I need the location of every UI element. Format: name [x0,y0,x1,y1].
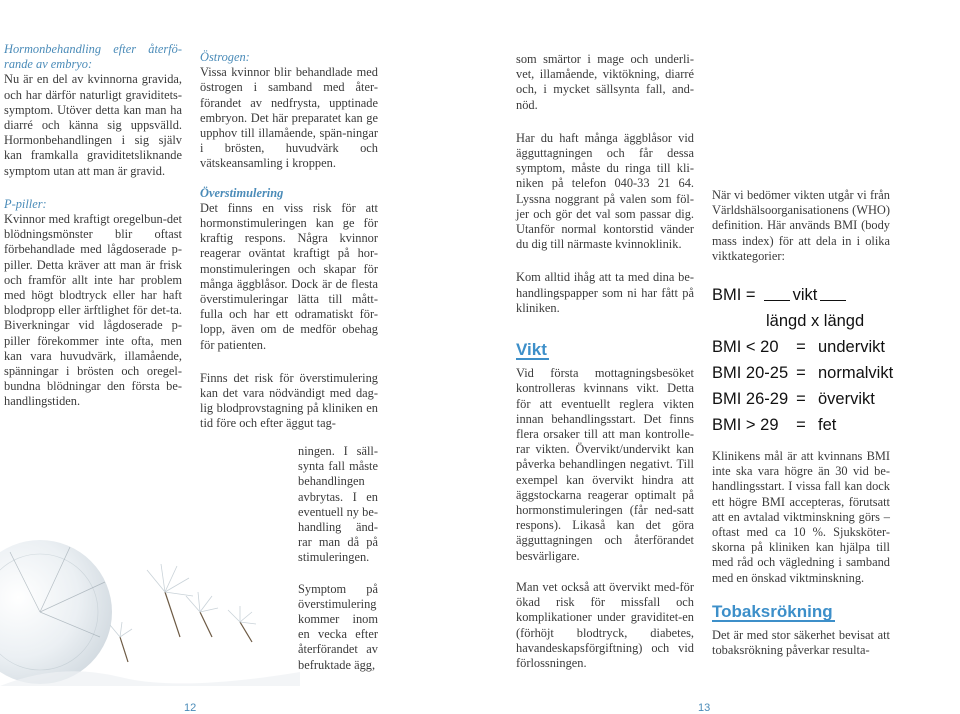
left-column-2-narrow [298,444,378,685]
paragraph-vikt: Vid första mottagningsbesöket kontrolleras kvinnans vikt. Detta för att eventuellt reglera vikten innan behandlingsstart. Det finns flera orsaker till att man kontrolle-rar vikten. Övervikt/undervikt kan påverka behandlingen negativt. Till exempel kan övervikt hindra att äggstockarna reagerar optimalt på hormonstimuleringen (får ned-satt respons). Likaså kan det göra ägguttagningen och återförandet besvärligare. [516,366,694,563]
bmi-category-label: undervikt [818,337,885,356]
bmi-range: BMI < 20 [712,337,779,356]
right-page [480,0,960,714]
bmi-formula [712,282,942,438]
paragraph-symptom-cont: som smärtor i mage och underli-vet, illamående, viktökning, diarré och, i mycket sällsynta fall, and-nöd. [516,52,694,112]
bmi-category-row [712,360,942,386]
heading-vikt: Vikt [516,340,547,360]
paragraph-aggblasor: Har du haft många äggblåsor vid ägguttagningen och får dessa symptom, måste du ringa till kli-niken på telefon 040-33 21 64. Lyssna noggrant på valen som föl-jer och gör det val som passar dig. Utanför normal kontorstid vänder du dig till närmaste kvinnoklinik. [516,130,694,252]
bmi-range: BMI 20-25 [712,363,789,382]
bmi-formula-denominator: längd x längd [766,311,865,330]
bmi-category-label: normalvikt [818,363,894,382]
paragraph-who-definition: När vi bedömer vikten utgår vi från Världshälsoorganisationens (WHO) definition. Här används BMI (body mass index) för att dela in i olika viktkategorier: [712,188,890,263]
bmi-equals: = [796,337,806,356]
heading-ostrogen: Östrogen: [200,50,250,64]
bmi-equals: = [796,389,806,408]
left-column-1 [4,42,182,422]
paragraph-behandlingspapper: Kom alltid ihåg att ta med dina be-handlingspapper som ni har fått på kliniken. [516,270,694,315]
right-column-2 [712,188,890,276]
paragraph-klinikens-mal: Klinikens mål är att kvinnans BMI inte ska vara högre än 30 vid be-handlingsstart. I vissa fall kan dock ett högre BMI accepteras, förutsatt att en avtalad viktminskning görs – oftast med ca 10 %. Sjuksköter-skorna på kliniken kan hjälpa till med råd och vägledning i samband med en önskad viktminskning. [712,449,890,585]
bmi-formula-lhs: BMI = [712,285,756,304]
heading-p-piller: P-piller: [4,196,47,211]
page-number-left: 12 [184,702,197,714]
heading-tobaksrokning: Tobaksrökning [712,601,833,621]
right-column-2-lower [712,449,890,670]
paragraph-tobaksrokning: Det är med stor säkerhet bevisat att tobaksrökning påverkar resulta- [712,628,890,658]
bmi-equals: = [796,363,806,382]
paragraph-risk-narrow: ningen. I säll-synta fall måste behandlingen avbrytas. I en eventuell ny be-handling änd-rar man då på stimuleringen. [298,444,378,565]
bmi-category-label: övervikt [818,389,875,408]
left-column-2 [200,50,378,432]
paragraph-overstimulering: Det finns en viss risk för att hormonstimuleringen kan ge för kraftig respons. Några kvinnor reagerar oväntat kraftigt på hor-monstimuleringen och skapar för många äggblåsor. Dock är de flesta överstimuleringar lätta till mått-fulla och har ett odramatiskt för-lopp, även om de medför obehag för patienten. [200,200,378,352]
dandelion-photo [0,462,300,686]
heading-hormonbehandling: Hormonbehandling efter återfö-rande av embryo: [4,42,182,72]
page-number-right: 13 [698,702,711,714]
bmi-range: BMI 26-29 [712,389,789,408]
paragraph-overvikt-risk: Man vet också att övervikt med-för ökad risk för missfall och komplikationer under graviditet-en (förhöjt blodtryck, diabetes, havandeskapsförgiftning) och vid förlossningen. [516,579,694,670]
right-column-1 [516,52,694,683]
bmi-category-row [712,412,942,438]
paragraph-hormonbehandling: Nu är en del av kvinnorna gravida, och har därför naturligt graviditets-symptom. Utöver detta kan man ha diarré och känna sig uppsvälld. Hormonbehandlingen i sig själv kan framkalla graviditetsliknande symptom utan att man är gravid. [4,72,182,178]
paragraph-ostrogen: Vissa kvinnor blir behandlade med östrogen i samband med åter-förandet av nedfrysta, upptinade embryon. Det här preparatet kan ge upphov till illamående, spän-ningar i brösten, huvudvärk och vätskeansamling i kroppen. [200,65,378,171]
paragraph-p-piller: Kvinnor med kraftigt oregelbun-det blödningsmönster blir oftast förbehandlade med lågdoserade p-piller. Detta kräver att man är frisk och framför allt inte har problem med högt blodtryck eller har haft blodpropp eller ärftlighet för det-ta. Biverkningar vid lågdoserade p-piller förekommer inte ofta, men kan vara huvudvärk, illamående, spänningar i brösten och oregel-bundna blödningar den första be-handlingstiden. [4,212,182,409]
paragraph-symptom: Symptom på överstimulering kommer inom en vecka efter återförandet av befruktade ägg, [298,581,378,672]
bmi-formula-numerator: vikt [764,286,847,305]
heading-overstimulering: Överstimulering [200,185,284,200]
bmi-category-label: fet [818,415,837,434]
bmi-range: BMI > 29 [712,415,779,434]
bmi-equals: = [796,415,806,434]
bmi-category-row [712,386,942,412]
bmi-category-row [712,334,942,360]
paragraph-risk-full: Finns det risk för överstimulering kan det vara nödvändigt med dag-lig blodprovstagning på kliniken en tid före och efter äggut tag- [200,370,378,431]
bmi-categories [712,334,942,438]
